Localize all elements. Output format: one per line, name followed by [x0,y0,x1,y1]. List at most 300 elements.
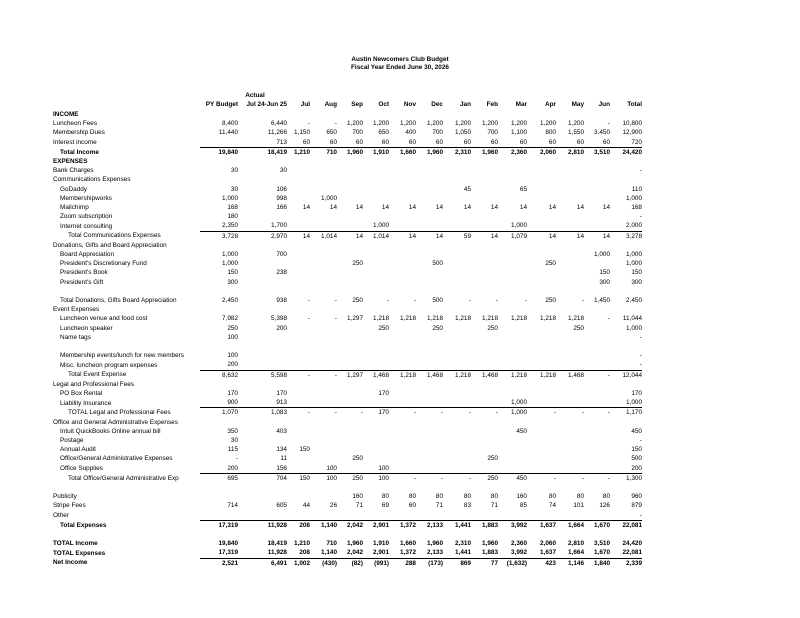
table-cell [584,380,610,389]
table-cell [610,483,642,492]
table-cell: 1,000 [626,260,642,268]
table-cell: - [389,408,416,418]
table-cell [527,250,556,259]
table-cell: 713 [276,138,287,146]
table-row [0,296,642,305]
table-cell [556,436,584,445]
table-cell: - [495,297,498,305]
table-cell [287,333,310,342]
table-cell: 1,218 [427,315,443,323]
table-cell: - [287,370,310,380]
table-cell: 150 [227,269,238,277]
table-cell [287,492,310,501]
table-cell: 1,070 [200,408,238,418]
table-cell [337,110,363,119]
table-cell [471,278,498,287]
row-label: Board Appreciation [60,251,115,259]
table-cell: - [416,473,443,483]
table-cell [498,389,527,398]
table-cell [363,333,389,342]
table-cell [310,454,337,463]
table-cell [287,418,310,427]
table-cell: 1,100 [511,129,527,137]
table-cell [527,175,556,184]
row-label: Office Supplies [60,464,103,472]
table-cell: 200 [276,324,287,332]
table-cell: 1,297 [337,370,363,380]
table-cell: 80 [381,493,389,501]
table-cell [310,342,337,351]
row-label: Interest income [53,138,97,146]
table-cell [498,380,527,389]
table-cell: 3,510 [594,540,610,548]
table-cell [527,287,556,296]
table-cell [527,157,556,166]
row-label: Name tags [60,333,91,341]
table-cell [556,185,584,194]
table-cell [556,157,584,166]
table-cell [363,278,389,287]
table-row [0,558,642,568]
column-header: PY Budget [205,101,238,108]
table-cell [200,157,238,166]
table-cell [498,454,527,463]
table-cell [287,398,310,408]
table-cell [443,389,471,398]
table-cell: 700 [276,251,287,259]
table-cell: 250 [378,324,389,332]
table-cell: 3,450 [594,129,610,137]
column-header: Oct [378,101,389,108]
table-cell: 14 [389,231,416,241]
table-cell: 1,637 [540,549,556,557]
table-cell: - [607,120,610,128]
table-cell [363,185,389,194]
table-cell: 100 [227,333,238,341]
row-label [0,287,200,296]
table-cell: 869 [443,558,471,568]
table-cell [527,511,556,521]
table-cell [416,464,443,474]
table-cell: 60 [408,138,416,146]
table-cell [310,483,337,492]
table-cell: - [310,408,337,418]
table-cell: 1,200 [568,120,584,128]
table-cell [443,342,471,351]
table-cell: (430) [310,558,337,568]
table-cell [416,241,443,250]
table-cell [287,427,310,436]
table-row [0,175,642,184]
table-cell [498,530,527,539]
table-cell [310,360,337,370]
column-header: Nov [403,101,416,108]
table-cell [556,194,584,203]
table-cell [310,241,337,250]
table-cell [200,110,238,119]
table-cell: - [639,511,642,519]
table-cell [363,166,389,175]
table-cell [527,324,556,333]
table-cell [337,436,363,445]
table-cell: 18,419 [267,540,287,548]
table-cell: 60 [408,502,416,510]
table-cell [337,380,363,389]
table-cell: 1,840 [584,558,610,568]
table-row [0,398,642,408]
table-cell [389,212,416,221]
table-cell [238,287,287,296]
row-label [0,342,200,351]
table-cell [287,212,310,221]
table-cell: 2,970 [238,231,287,241]
table-cell: - [413,297,416,305]
table-cell [389,454,416,463]
table-cell: - [334,315,337,323]
table-cell [389,194,416,203]
table-cell: 450 [516,427,527,435]
column-header: Aug [324,101,337,108]
table-cell: 1,170 [610,408,642,418]
table-cell [389,436,416,445]
table-cell [238,380,287,389]
table-cell: 100 [363,473,389,483]
table-row [0,427,642,436]
table-cell [443,278,471,287]
table-cell: 700 [352,129,363,137]
table-cell: 200 [227,464,238,472]
table-cell [527,380,556,389]
table-cell [238,157,287,166]
table-cell: 150 [287,473,310,483]
table-cell: 1,050 [455,129,471,137]
table-cell [416,530,443,539]
table-cell [498,324,527,333]
table-cell: 11 [280,455,287,463]
table-cell: 350 [227,427,238,435]
table-cell: - [639,213,642,221]
table-cell [363,436,389,445]
table-cell [200,511,238,521]
table-cell: 168 [631,204,642,212]
table-cell [389,511,416,521]
table-cell [363,511,389,521]
table-cell [389,110,416,119]
table-cell [287,305,310,314]
table-cell: 100 [378,464,389,472]
table-cell [443,194,471,203]
table-cell: 8,632 [200,370,238,380]
table-cell [471,511,498,521]
table-cell: 101 [573,502,584,510]
table-cell: 1,146 [556,558,584,568]
table-cell [287,454,310,463]
table-cell [471,398,498,408]
table-cell [200,342,238,351]
table-cell: 19,840 [218,540,238,548]
table-cell [337,221,363,231]
table-cell: 100 [326,464,337,472]
budget-table [0,110,642,568]
table-row [0,185,642,194]
table-cell [363,418,389,427]
table-cell: 1,200 [482,120,498,128]
table-cell [416,268,443,277]
table-cell [238,360,287,370]
table-cell: 2,339 [610,558,642,568]
table-cell [287,436,310,445]
row-label: Misc. luncheon program expenses [60,361,158,369]
table-cell [471,464,498,474]
table-cell [471,166,498,175]
row-label: President's Book [60,269,108,277]
row-label: Annual Audit [60,446,96,454]
table-cell [443,250,471,259]
table-cell: 2,360 [498,147,527,157]
table-cell [610,418,642,427]
table-cell [584,418,610,427]
table-row [0,389,642,398]
table-cell: - [607,315,610,323]
table-cell [200,175,238,184]
table-cell [556,483,584,492]
table-cell: 288 [389,558,416,568]
table-cell [310,278,337,287]
table-cell: 650 [378,129,389,137]
table-cell [287,342,310,351]
table-cell [310,492,337,501]
table-cell: 1,218 [527,370,556,380]
table-cell [584,464,610,474]
table-cell: 170 [227,390,238,398]
table-cell [584,360,610,370]
table-cell: 10,800 [622,120,642,128]
table-cell: 2,310 [443,147,471,157]
table-cell [443,427,471,436]
table-cell [238,175,287,184]
table-cell [471,268,498,277]
table-cell: 14 [302,204,310,212]
table-cell [337,241,363,250]
table-cell: 1,200 [427,120,443,128]
table-cell [498,287,527,296]
table-cell: 30 [230,185,238,193]
table-cell [310,427,337,436]
table-cell: 14 [556,231,584,241]
table-cell: 83 [463,502,471,510]
table-cell [498,342,527,351]
table-cell [443,166,471,175]
table-row [0,351,642,360]
table-cell [310,418,337,427]
table-cell [556,445,584,454]
table-cell [389,380,416,389]
table-cell: 60 [355,138,363,146]
table-row [0,548,642,558]
table-cell [527,530,556,539]
table-cell [527,351,556,360]
row-label: Total Donations, Gifts Board Appreciation [60,297,177,305]
table-cell: 1,000 [373,222,389,230]
table-cell [287,324,310,333]
table-cell [471,483,498,492]
table-cell [498,212,527,221]
table-cell [556,166,584,175]
row-label: GoDaddy [60,185,87,193]
table-cell: 1,670 [584,520,610,530]
table-cell: 150 [299,446,310,454]
table-cell: 450 [631,427,642,435]
table-row [0,530,642,539]
table-cell [556,333,584,342]
table-cell: 2,310 [455,540,471,548]
table-row [0,473,642,483]
table-cell [389,166,416,175]
table-cell: 300 [227,278,238,286]
table-cell [443,157,471,166]
table-cell [416,483,443,492]
table-cell [471,380,498,389]
table-cell: - [307,315,310,323]
table-cell [287,530,310,539]
table-cell: 44 [302,502,310,510]
table-cell: 913 [276,399,287,407]
table-cell [337,483,363,492]
table-cell [527,241,556,250]
table-row [0,464,642,474]
table-cell: 2,350 [222,222,238,230]
table-cell [238,259,287,268]
row-label: Publicity [53,493,77,501]
table-cell: 106 [276,185,287,193]
table-cell: 24,420 [610,147,642,157]
table-cell [556,278,584,287]
table-cell [337,389,363,398]
table-row [0,314,642,323]
table-row [0,492,642,501]
table-cell: 400 [405,129,416,137]
table-cell: 2,901 [373,549,389,557]
table-cell [389,287,416,296]
table-cell [416,185,443,194]
table-cell [416,351,443,360]
table-cell [498,166,527,175]
table-cell [498,351,527,360]
table-cell [287,157,310,166]
table-cell: 714 [227,502,238,510]
table-cell: 1,210 [294,540,310,548]
table-cell [389,360,416,370]
row-label: Membership Dues [53,129,105,137]
table-cell: 71 [490,502,498,510]
table-cell [527,185,556,194]
table-cell: 60 [381,138,389,146]
table-cell [310,157,337,166]
table-cell [584,454,610,463]
row-label: Total Office/General Administrative Exp [68,474,179,482]
table-cell [527,454,556,463]
table-cell [556,380,584,389]
table-cell: 1,700 [271,222,287,230]
table-cell [389,427,416,436]
table-cell [200,380,238,389]
table-row [0,454,642,463]
table-cell: 710 [310,147,337,157]
table-cell: 60 [490,138,498,146]
table-cell [389,305,416,314]
table-cell: 14 [355,204,363,212]
table-cell [310,259,337,268]
table-cell [416,398,443,408]
table-cell: 2,450 [222,297,238,305]
table-cell [238,305,287,314]
table-row [0,231,642,241]
row-label: Legal and Professional Fees [53,380,135,388]
table-cell: 300 [631,278,642,286]
table-cell [498,436,527,445]
table-cell: 423 [527,558,556,568]
table-cell [287,351,310,360]
row-label: Luncheon venue and food cost [60,315,148,323]
table-cell [389,324,416,333]
table-cell [416,175,443,184]
table-cell [416,221,443,231]
table-cell: 1,200 [400,120,416,128]
table-cell [498,464,527,474]
table-cell: 900 [227,399,238,407]
table-cell: - [584,370,610,380]
table-cell: 879 [631,502,642,510]
table-cell [200,483,238,492]
table-cell [389,185,416,194]
table-cell [610,241,642,250]
table-cell [471,436,498,445]
row-label: Office and General Administrative Expenses [53,418,178,426]
table-cell [416,360,443,370]
table-cell [389,351,416,360]
table-cell: 3,992 [498,520,527,530]
table-cell: 500 [432,260,443,268]
table-cell [584,241,610,250]
table-cell: 17,319 [200,520,238,530]
table-cell: - [584,408,610,418]
table-cell [498,418,527,427]
table-row [0,250,642,259]
table-cell [556,398,584,408]
table-cell: 2,450 [626,297,642,305]
row-label: PO Box Rental [60,390,103,398]
table-cell [498,511,527,521]
table-cell [498,259,527,268]
table-cell [556,351,584,360]
table-cell [584,324,610,333]
table-cell: - [307,120,310,128]
table-cell: 1,960 [337,147,363,157]
table-cell: 1,637 [527,520,556,530]
table-cell [584,221,610,231]
table-cell [363,110,389,119]
table-row [0,147,642,157]
table-cell [363,351,389,360]
table-cell [363,268,389,277]
table-cell [556,464,584,474]
table-cell: 1,372 [389,520,416,530]
table-cell: - [639,437,642,445]
table-cell [527,110,556,119]
table-cell: 250 [352,455,363,463]
table-cell [363,398,389,408]
table-cell: 1,210 [287,147,310,157]
